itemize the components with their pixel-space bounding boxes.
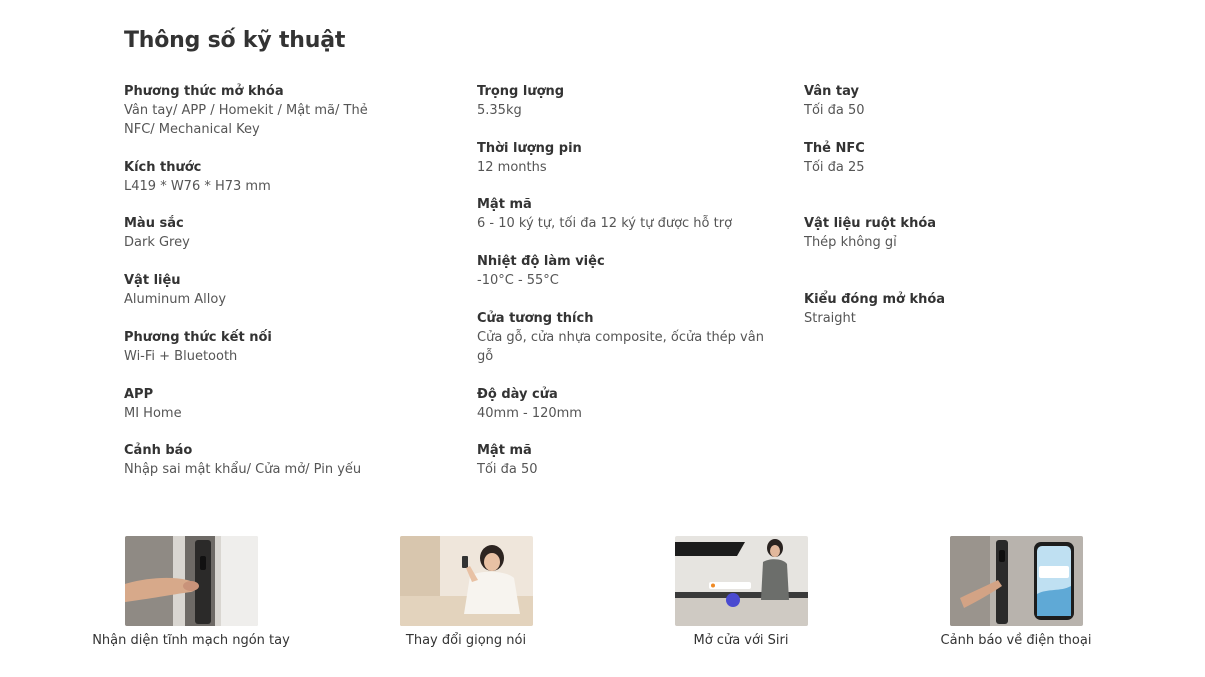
spec-label: Thời lượng pin xyxy=(477,141,582,156)
spec-item xyxy=(477,252,767,290)
spec-label: Trọng lượng xyxy=(477,84,565,99)
spec-value: 40mm - 120mm xyxy=(477,406,582,421)
spec-label: Mật mã xyxy=(477,197,532,212)
spec-value: 6 - 10 ký tự, tối đa 12 ký tự được hỗ trợ xyxy=(477,216,733,231)
spec-item xyxy=(124,271,384,309)
spec-value: -10°C - 55°C xyxy=(477,273,559,288)
spec-value: Tối đa 25 xyxy=(804,160,865,175)
spec-value: Vân tay/ APP / Homekit / Mật mã/ Thẻ NFC/ Mechanical Key xyxy=(124,103,368,137)
spec-value: MI Home xyxy=(124,406,182,421)
spec-value: Tối đa 50 xyxy=(477,462,538,477)
spec-label: Vân tay xyxy=(804,84,859,99)
spec-label: Phương thức kết nối xyxy=(124,330,272,345)
kitchen-siri-image xyxy=(675,536,808,626)
spec-item xyxy=(804,290,1064,328)
spec-value: Aluminum Alloy xyxy=(124,292,227,307)
spec-label: Kích thước xyxy=(124,160,202,175)
spec-item xyxy=(124,328,384,366)
spec-label: Cửa tương thích xyxy=(477,311,594,326)
feature-voice-change[interactable] xyxy=(366,536,566,650)
feature-caption: Cảnh báo về điện thoại xyxy=(940,633,1092,648)
spec-label: Màu sắc xyxy=(124,216,184,231)
spec-item xyxy=(477,139,767,177)
spec-item xyxy=(477,82,767,120)
spec-item xyxy=(124,441,384,479)
feature-caption: Nhận diện tĩnh mạch ngón tay xyxy=(92,633,290,648)
spec-item xyxy=(804,214,1064,252)
spec-value: Dark Grey xyxy=(124,235,190,250)
spec-label: Nhiệt độ làm việc xyxy=(477,254,605,269)
spec-value: Nhập sai mật khẩu/ Cửa mở/ Pin yếu xyxy=(124,462,362,477)
spec-label: Mật mã xyxy=(477,443,532,458)
spec-value: Thép không gỉ xyxy=(804,235,897,250)
spec-item xyxy=(477,385,767,423)
spec-value: Wi-Fi + Bluetooth xyxy=(124,349,238,364)
spec-value: Cửa gỗ, cửa nhựa composite, ốcửa thép vân gỗ xyxy=(477,330,764,364)
spec-item xyxy=(804,139,1064,177)
spec-value: 12 months xyxy=(477,160,547,175)
spec-item xyxy=(124,214,384,252)
spec-label: Độ dày cửa xyxy=(477,387,558,402)
spec-value: Straight xyxy=(804,311,856,326)
spec-item xyxy=(477,195,767,233)
spec-label: APP xyxy=(124,387,154,402)
spec-item xyxy=(124,158,384,196)
page-title: Thông số kỹ thuật xyxy=(124,28,346,53)
feature-caption: Thay đổi giọng nói xyxy=(405,633,527,648)
spec-label: Vật liệu ruột khóa xyxy=(804,216,937,231)
spec-item xyxy=(477,309,767,366)
spec-value: Tối đa 50 xyxy=(804,103,865,118)
feature-phone-alert[interactable] xyxy=(916,536,1116,650)
spec-label: Phương thức mở khóa xyxy=(124,84,284,99)
spec-label: Cảnh báo xyxy=(124,443,193,458)
spec-item xyxy=(804,82,1064,120)
spec-label: Kiểu đóng mở khóa xyxy=(804,292,946,307)
lock-phone-alert-image xyxy=(950,536,1083,626)
feature-siri[interactable] xyxy=(641,536,841,650)
spec-item xyxy=(124,385,384,423)
spec-label: Thẻ NFC xyxy=(804,141,865,156)
feature-finger-vein[interactable] xyxy=(91,536,291,650)
woman-phone-sofa-image xyxy=(400,536,533,626)
spec-value: L419 * W76 * H73 mm xyxy=(124,179,271,194)
feature-caption: Mở cửa với Siri xyxy=(693,633,789,648)
spec-value: 5.35kg xyxy=(477,103,522,118)
spec-item xyxy=(124,82,384,139)
spec-item xyxy=(477,441,767,479)
finger-vein-lock-image xyxy=(125,536,258,626)
spec-label: Vật liệu xyxy=(124,273,181,288)
